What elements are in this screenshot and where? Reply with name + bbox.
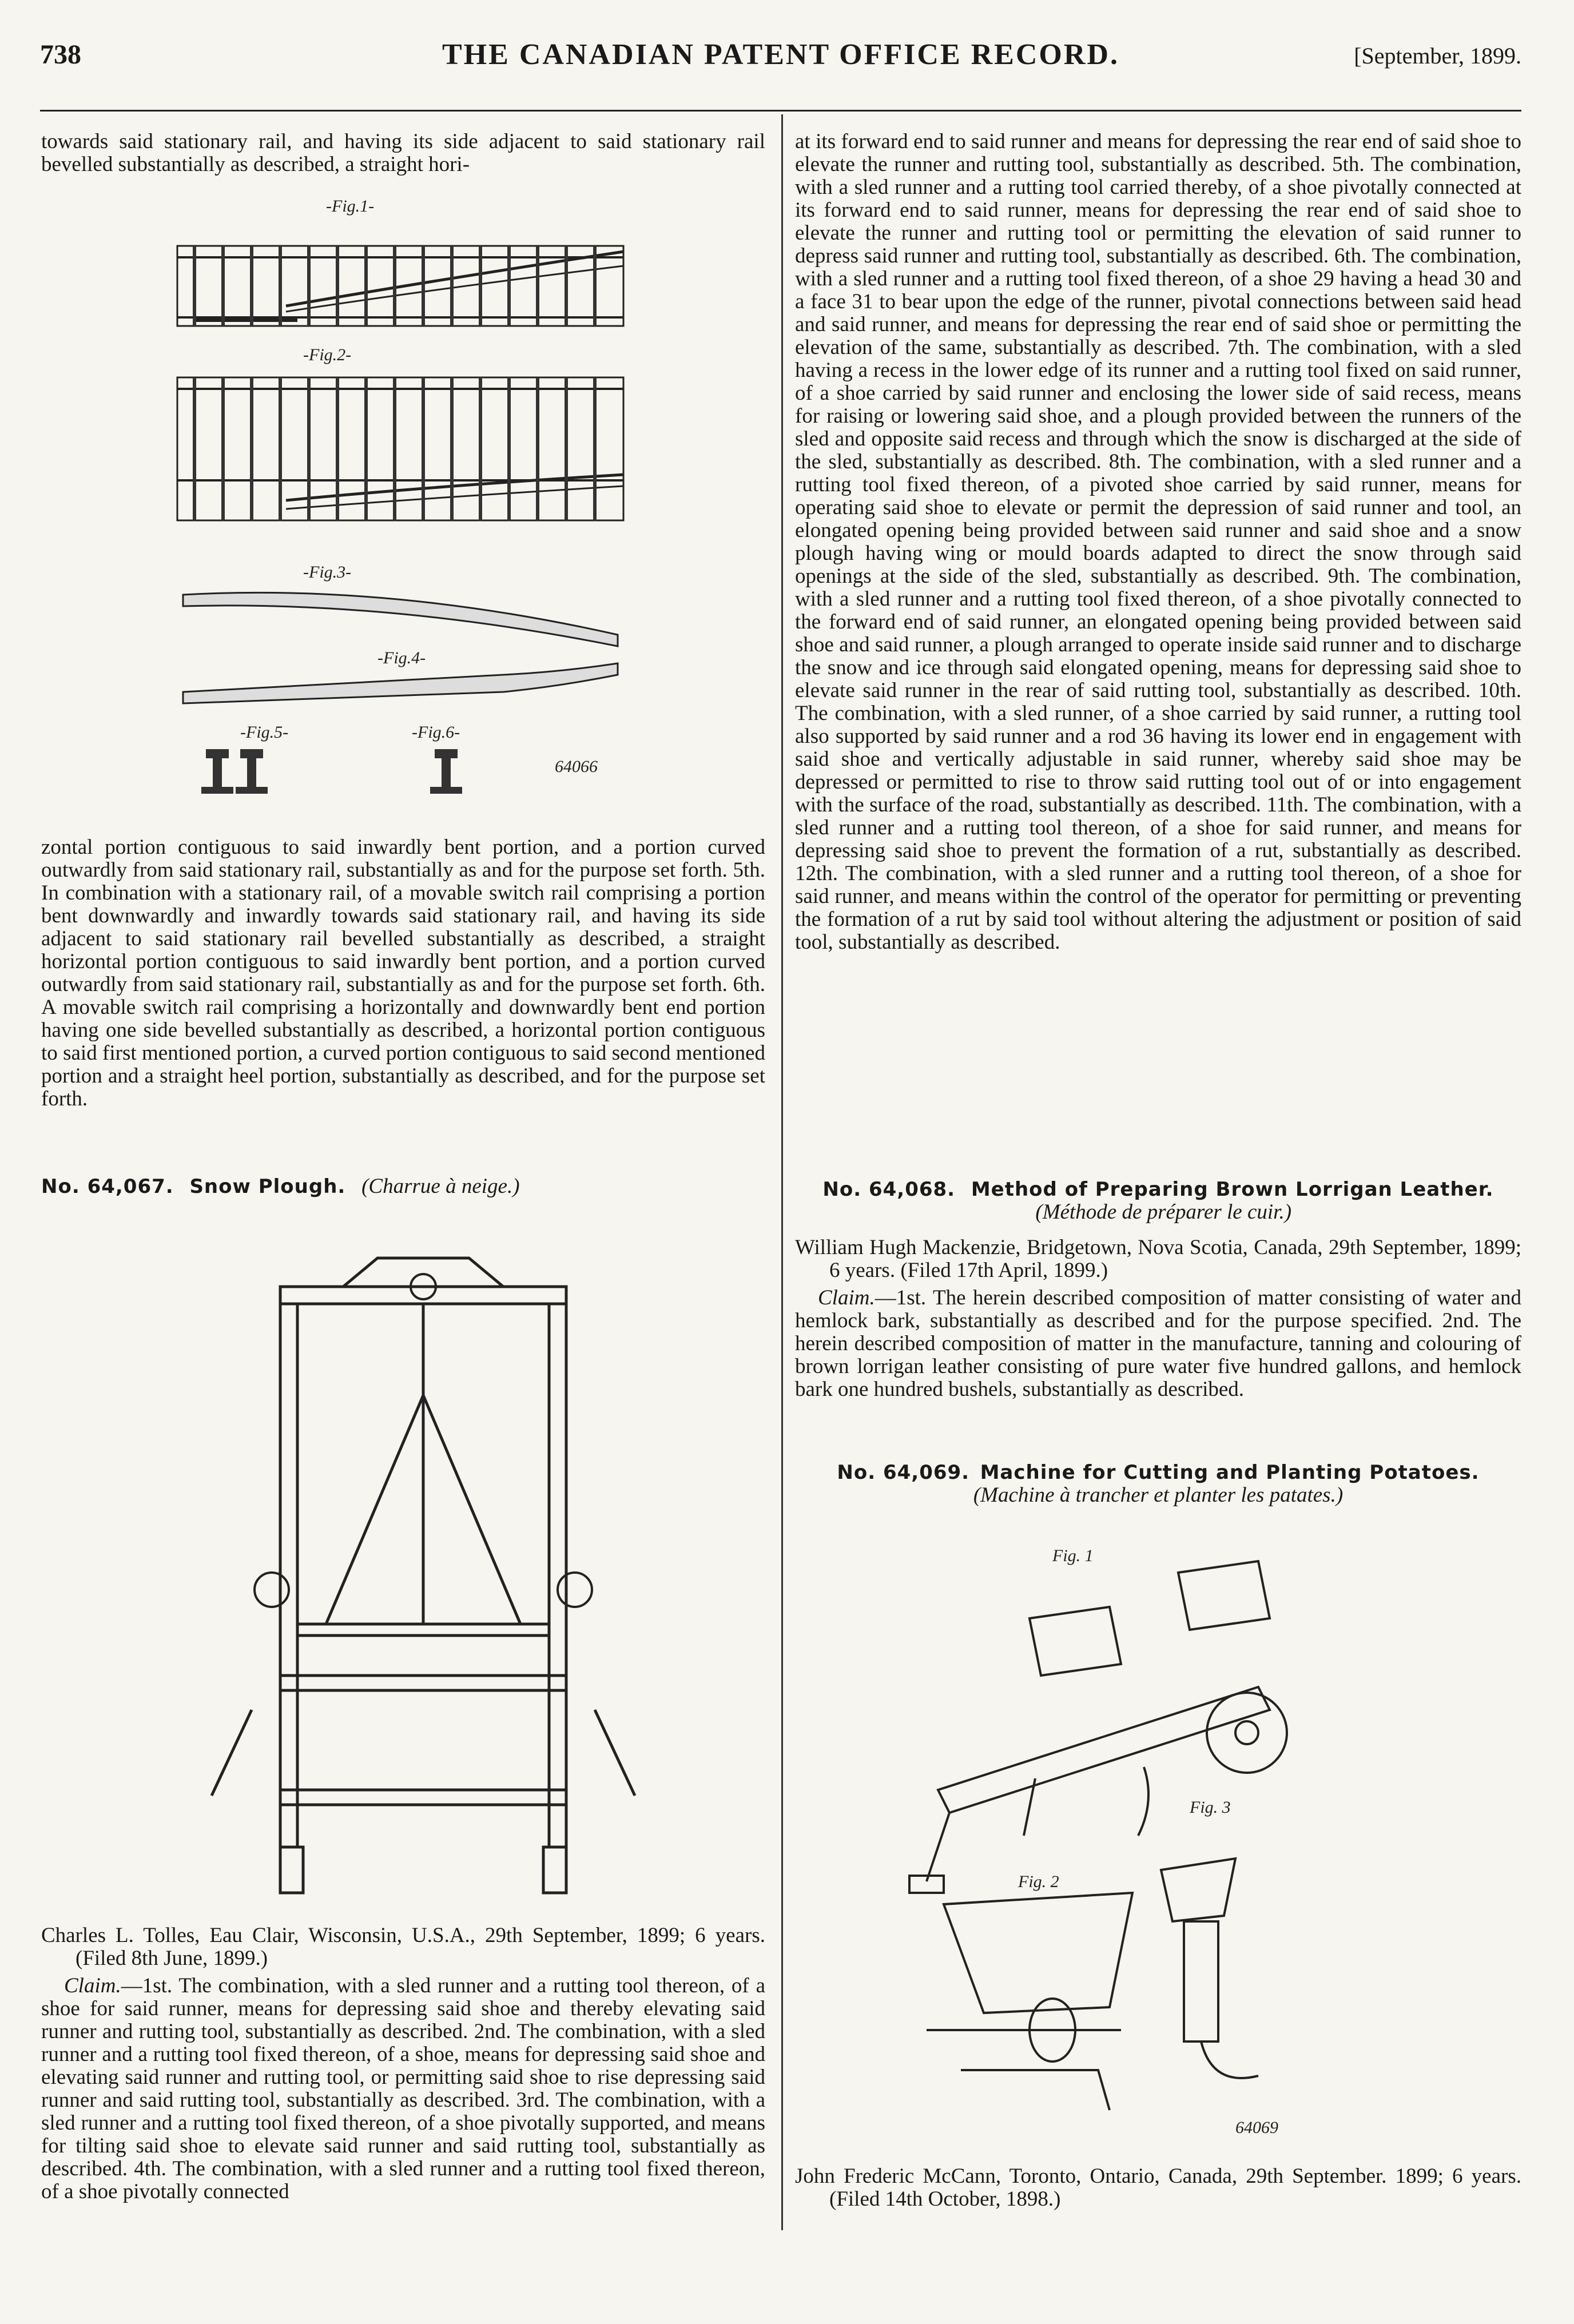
fig3-rail-side-view xyxy=(183,592,618,646)
page-header xyxy=(40,34,1521,74)
patent-number: No. 64,068. xyxy=(822,1178,956,1201)
planter-dropper-detail xyxy=(1161,1859,1258,2078)
snow-plough-figure xyxy=(194,1224,641,1910)
railway-switch-figure xyxy=(160,189,663,806)
header-rule xyxy=(40,110,1521,112)
potato-fig2-label: Fig. 2 xyxy=(1018,1872,1059,1891)
continued-claims-text: at its forward end to said runner and means for depressing the rear end of said shoe to elevate the runner and rutting tool, substantially as described. 5th. The combination, with a sled runner and a rutting tool carried thereby, of a shoe pivotally connected at its forward end to said runner, means for depressing the rear end of said shoe to elevate the runner and rutting tool or permitting the elevation of said runner to depress said runner and rutting tool, substantially as described. 6th. The combination, with a sled runner and a rutting tool fixed thereon, of a shoe 29 having a head 30 and a face 31 to bear upon the edge of the runner, pivotal connections between said head and said runner, and means for depressing the rear end of said shoe or permitting the elevation of the same, substantially as described. 7th. The combination, with a sled having a recess in the lower edge of its runner and a rutting tool fixed on said runner, of a shoe carried by said runner and enclosing the lower side of said recess, means for raising or lowering said shoe, and a plough provided between the runners of the sled and opposite said recess and through which the snow is discharged at the side of the sled, substantially as described. 8th. The combination, with a sled runner and a rutting tool fixed thereon, of a pivoted shoe carried by said runner, means for operating said shoe to elevate or permit the depression of said runner and tool, an elongated opening being provided between said runner and said shoe and a snow plough having wing or mould boards adapted to direct the snow through said openings at the side of the sled, substantially as described. 9th. The combination, with a sled runner and a rutting tool fixed thereon, of a shoe pivotally connected to the forward end of said runner, an elongated opening being provided between said shoe and said runner, a plough arranged to operate inside said runner and to discharge the snow and ice through said elongated opening, means for depressing said shoe to elevate said runner in the rear of said rutting tool, substantially as described. 10th. The combination, with a sled runner, of a shoe carried by said runner, a rutting tool also supported by said runner and a rod 36 having its lower end in engagement with said shoe and vertically adjustable in said runner, whereby said shoe may be depressed or permitted to rise to throw said rutting tool out of or into engagement with the surface of the road, substantially as described. 11th. The combination, with a sled runner and a rutting tool thereon, of a shoe for said runner, and means for depressing said shoe to prevent the formation of a rut, substantially as described. 12th. The combination, with a sled runner and a rutting tool thereon, of a shoe for said runner, and means within the control of the operator for permitting or preventing the formation of a rut by said tool without altering the adjustment or position of said tool, substantially as described. xyxy=(795,130,1521,954)
claim-text: —1st. The combination, with a sled runner and a rutting tool thereon, of a shoe for said runner, means for depressing said shoe and thereby elevating said runner and rutting tool, substantially as described. 2nd. The combination, with a sled runner and a rutting tool fixed thereon, of a shoe, means for depressing said shoe and elevating said runner and rutting tool, or permitting said shoe to rise depressing said runner and said rutting tool, substantially as described. 3rd. The combination, with a sled runner and a rutting tool fixed thereon, of a shoe pivotally supported, and means for tilting said shoe to elevate said runner and said rutting tool, substantially as described. 4th. The combination, with a sled runner and a rutting tool fixed thereon, of a shoe pivotally connected xyxy=(41,1974,765,2203)
patent-64068 xyxy=(795,1178,1521,1401)
claim-label: Claim. xyxy=(818,1286,875,1310)
claim-text: —1st. The herein described composition of matter consisting of water and hemlock bark, substantially as described and for the purpose specified. 2nd. The herein described composition of matter in the manufacture, tanning and colouring of brown lorrigan leather consisting of pure water five hundred gallons, and hemlock bark one hundred bushels, substantially as described. xyxy=(795,1286,1521,1401)
fig5-rail-section xyxy=(201,749,268,794)
patent-title: Snow Plough. xyxy=(189,1175,346,1198)
planter-hopper-section xyxy=(927,1893,1132,2110)
patent-french-title: (Méthode de préparer le cuir.) xyxy=(1035,1200,1292,1224)
patent-64069-heading xyxy=(795,1461,1521,1507)
fig3-label: -Fig.3- xyxy=(303,563,352,582)
planter-machine-view xyxy=(909,1561,1287,1893)
potato-planter-figure xyxy=(892,1538,1476,2150)
fig4-label: -Fig.4- xyxy=(377,648,426,667)
continued-claims-text: zontal portion contiguous to said inwardly bent portion, and a portion curved outwardly from said stationary rail, substantially as and for the purpose set forth. 5th. In combination with a stationary rail, of a movable switch rail comprising a portion bent downwardly and inwardly towards said stationary rail, and having its side adjacent to said stationary rail bevelled substantially as described, a straight horizontal portion contiguous to said inwardly bent portion, and a portion curved outwardly from said stationary rail, substantially as and for the purpose set forth. 6th. A movable switch rail comprising a horizontally and downwardly bent end portion having one side bevelled substantially as described, a horizontal portion contiguous to said first mentioned portion, a curved portion contiguous to said second mentioned portion and a straight heel portion, substantially as described, and for the purpose set forth. xyxy=(41,835,765,1111)
fig-number-64066: 64066 xyxy=(555,757,598,776)
potato-fig3-label: Fig. 3 xyxy=(1190,1798,1231,1817)
fig6-rail-section xyxy=(430,749,462,794)
fig1-label: -Fig.1- xyxy=(326,197,375,216)
publication-title: THE CANADIAN PATENT OFFICE RECORD. xyxy=(442,38,1119,71)
left-continued xyxy=(41,836,765,1111)
fig6-label: -Fig.6- xyxy=(412,723,460,742)
claim-label: Claim. xyxy=(64,1974,121,1997)
fig5-label: -Fig.5- xyxy=(240,723,289,742)
potato-fig1-label: Fig. 1 xyxy=(1052,1546,1094,1565)
page-number: 738 xyxy=(40,39,81,70)
patent-64068-inventor: William Hugh Mackenzie, Bridgetown, Nova Scotia, Canada, 29th September, 1899; 6 years. (Filed 17th April, 1899.) xyxy=(795,1236,1521,1282)
patent-title: Method of Preparing Brown Lorrigan Leather. xyxy=(971,1178,1494,1201)
issue-date: [September, 1899. xyxy=(1354,43,1521,69)
fig2-ties xyxy=(194,377,595,520)
right-continued xyxy=(795,130,1521,954)
patent-french-title: (Machine à trancher et planter les patates.) xyxy=(973,1483,1344,1507)
patent-number: No. 64,067. xyxy=(41,1175,174,1198)
patent-64067-body xyxy=(41,1924,765,2203)
intro-text: towards said stationary rail, and having its side adjacent to said stationary rail bevelled substantially as described, a straight hori- xyxy=(41,130,765,176)
patent-64067-inventor: Charles L. Tolles, Eau Clair, Wisconsin, U.S.A., 29th September, 1899; 6 years. (Filed 8th June, 1899.) xyxy=(41,1924,765,1970)
fig4-rail-profile xyxy=(183,663,618,703)
patent-french-title: (Charrue à neige.) xyxy=(361,1175,520,1198)
patent-64069-body xyxy=(795,2165,1521,2211)
column-divider xyxy=(781,114,783,2230)
fig2-label: -Fig.2- xyxy=(303,345,352,364)
plough-frame xyxy=(212,1258,635,1893)
fig2-track-diagram xyxy=(177,377,623,520)
patent-title: Machine for Cutting and Planting Potatoes. xyxy=(980,1461,1480,1484)
patent-number: No. 64,069. xyxy=(837,1461,970,1484)
fig-number-64069: 64069 xyxy=(1235,2118,1278,2137)
left-intro xyxy=(41,130,765,176)
patent-64069-inventor: John Frederic McCann, Toronto, Ontario, Canada, 29th September. 1899; 6 years. (Filed 14th October, 1898.) xyxy=(795,2164,1521,2211)
fig1-track-diagram xyxy=(177,246,623,326)
patent-64067-heading xyxy=(41,1175,765,1198)
